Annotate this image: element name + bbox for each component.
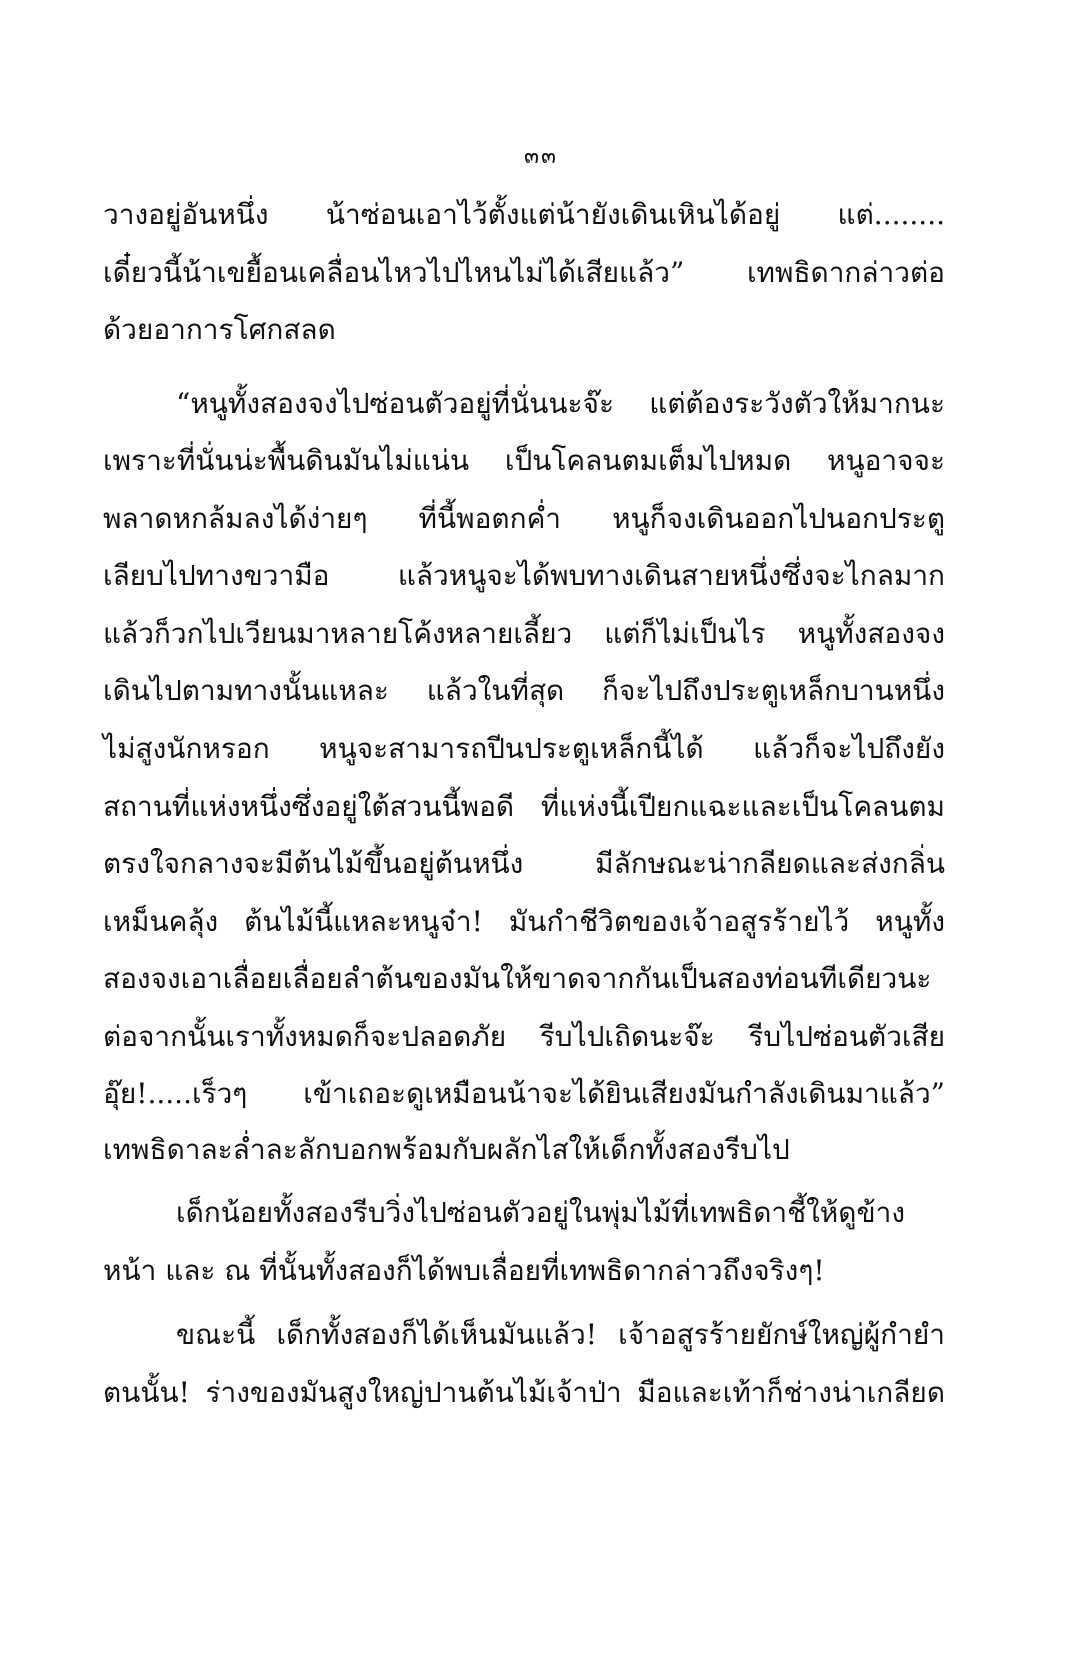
text-line: เทพธิดาละล่ำละลักบอกพร้อมกับผลักไสให้เด็กทั้งสองรีบไป (103, 1133, 790, 1166)
text-line: เพราะที่นั่นน่ะพื้นดินมันไม่แน่น เป็นโคลนตมเต็มไปหมด หนูอาจจะ (103, 444, 945, 477)
text-line: ตรงใจกลางจะมีต้นไม้ขึ้นอยู่ต้นหนึ่ง มีลักษณะน่ากลียดและส่งกลิ่น (103, 847, 945, 880)
text-line: หน้า และ ณ ที่นั้นทั้งสองก็ได้พบเลื่อยที่เทพธิดากล่าวถึงจริงๆ! (103, 1254, 825, 1287)
text-line: วางอยู่อันหนึ่ง น้าซ่อนเอาไว้ตั้งแต่น้ายังเดินเหินได้อยู่ แต่........ (103, 198, 945, 231)
text-line: แล้วก็วกไปเวียนมาหลายโค้งหลายเลี้ยว แต่ก็ไม่เป็นไร หนูทั้งสองจง (103, 617, 945, 650)
text-line: ไม่สูงนักหรอก หนูจะสามารถปีนประตูเหล็กนี้ได้ แล้วก็จะไปถึงยัง (103, 732, 945, 765)
text-line: เดินไปตามทางนั้นแหละ แล้วในที่สุด ก็จะไปถึงประตูเหล็กบานหนึ่ง (103, 674, 945, 707)
text-line: พลาดหกล้มลงได้ง่ายๆ ที่นี้พอตกค่ำ หนูก็จงเดินออกไปนอกประตู (103, 502, 945, 535)
page-number: ๓๓ (523, 144, 559, 169)
text-line: เลียบไปทางขวามือ แล้วหนูจะได้พบทางเดินสายหนึ่งซึ่งจะไกลมาก (103, 559, 945, 592)
text-line: ตนนั้น! ร่างของมันสูงใหญ่ปานต้นไม้เจ้าป่า มือและเท้าก็ช่างน่าเกลียด (103, 1376, 945, 1409)
text-line: เหม็นคลุ้ง ต้นไม้นี้แหละหนูจ๋า! มันกำชีวิตของเจ้าอสูรร้ายไว้ หนูทั้ง (103, 905, 945, 938)
text-line: “หนูทั้งสองจงไปซ่อนตัวอยู่ที่นั่นนะจ๊ะ แต่ต้องระวังตัวให้มากนะ (176, 387, 945, 420)
text-line: สองจงเอาเลื่อยเลื่อยลำต้นของมันให้ขาดจากกันเป็นสองท่อนทีเดียวนะ (103, 962, 932, 995)
text-line: สถานที่แห่งหนึ่งซึ่งอยู่ใต้สวนนี้พอดี ที่แห่งนี้เปียกแฉะและเป็นโคลนตม (103, 790, 945, 823)
text-line: ขณะนี้ เด็กทั้งสองก็ได้เห็นมันแล้ว! เจ้าอสูรร้ายยักษ์ใหญ่ผู้กำยำ (176, 1318, 945, 1351)
text-line: เดี๋ยวนี้น้าเขยื้อนเคลื่อนไหวไปไหนไม่ได้เสียแล้ว” เทพธิดากล่าวต่อ (103, 256, 945, 289)
text-line: เด็กน้อยทั้งสองรีบวิ่งไปซ่อนตัวอยู่ในพุ่มไม้ที่เทพธิดาชี้ให้ดูข้าง (176, 1196, 905, 1229)
text-line: ต่อจากนั้นเราทั้งหมดก็จะปลอดภัย รีบไปเถิดนะจ๊ะ รีบไปซ่อนตัวเสีย (103, 1020, 945, 1053)
text-line: ด้วยอาการโศกสลด (103, 313, 336, 346)
text-line: อุ๊ย!.....เร็วๆ เข้าเถอะดูเหมือนน้าจะได้ยินเสียงมันกำลังเดินมาแล้ว” (103, 1077, 945, 1110)
